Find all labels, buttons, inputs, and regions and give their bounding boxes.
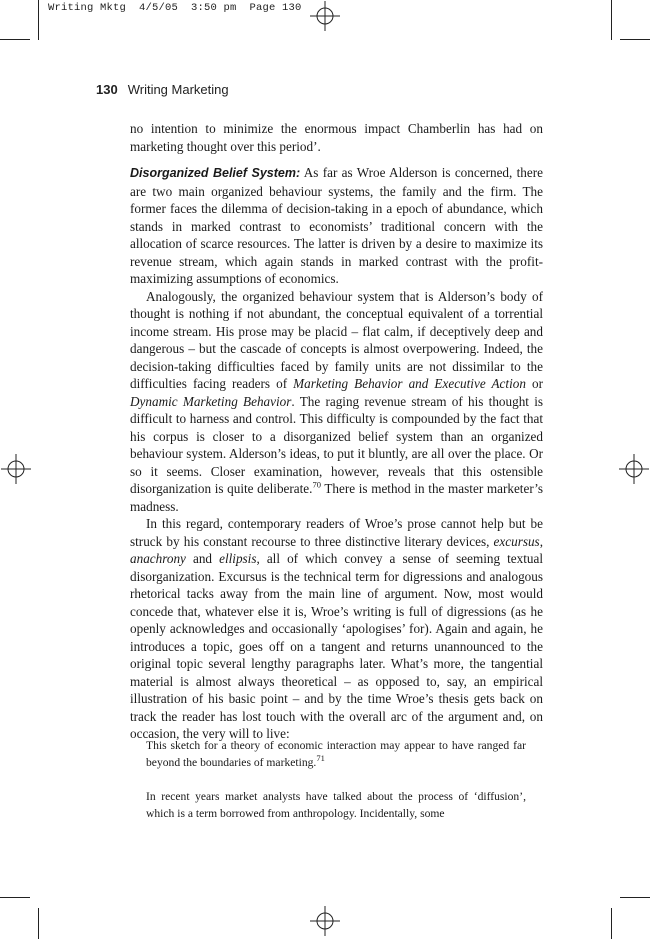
crop-mark-bottom-left-v bbox=[38, 908, 39, 939]
term-italic: excursus bbox=[493, 533, 540, 549]
paragraph-text: As far as Wroe Alderson is concerned, there are two main organized behaviour systems, the family and the firm. The former faces the dilemma of decision-taking in a epoch of abundance, which stands in marked contrast to economists’ traditional concern with the allocation of scarce resources. The latter is driven by a desire to maximize its revenue stream, which again stands in marked contrast with the profit-maximizing assumptions of economics. bbox=[130, 165, 543, 286]
paragraph-text: , all of which convey a sense of seeming textual disorganization. Excursus is the technical term for digressions and analogous rhetorical tacks away from the main line of argument. Now, most would concede that, whatever else it is, Wroe’s writing is full of digressions (as he openly acknowledges and occasionally ‘apologises’ for). Again and again, he introduces a topic, goes off on a tangent and returns unannounced to the original topic several lengthy paragraphs later. What’s more, the tangential material is almost always theoretical – as opposed to, say, an empirical illustration of his basic point – and by the time Wroe’s thesis gets back on track the reader has lost touch with the overall arc of the argument and, on occasion, the very will to live: bbox=[130, 551, 544, 741]
paragraph-disorganized-belief bbox=[130, 164, 543, 288]
quote-paragraph bbox=[146, 737, 526, 771]
section-run-in-heading: Disorganized Belief System: bbox=[130, 166, 301, 180]
paragraph-text: . The raging revenue stream of his thought is difficult to harness and control. This difficulty is compounded by the fact that his corpus is closer to a disorganized belief system than an organized behaviour system. Alderson’s ideas, to put it bluntly, are all over the place. Or so it seems. Closer examination, however, reveals that this ostensible disorganization is quite deliberate. bbox=[130, 393, 543, 496]
paragraph-literary-devices bbox=[130, 515, 543, 743]
running-head bbox=[96, 82, 229, 97]
footnote-ref: 70 bbox=[312, 479, 321, 490]
crop-mark-top-right-v bbox=[611, 0, 612, 40]
book-title-italic: Marketing Behavior and Executive Action bbox=[293, 376, 526, 391]
crop-mark-bottom-right-h bbox=[620, 897, 650, 898]
block-quote bbox=[146, 737, 526, 822]
crop-mark-top-left-h bbox=[0, 39, 30, 40]
body-text bbox=[130, 120, 543, 743]
crop-mark-bottom-left-h bbox=[0, 897, 30, 898]
footnote-ref: 71 bbox=[316, 753, 325, 764]
registration-mark-bottom-icon bbox=[310, 906, 340, 936]
quote-text: This sketch for a theory of economic interaction may appear to have ranged far beyond the boundaries of marketing. bbox=[146, 739, 526, 769]
paragraph-text: There is method in the master marketer’s madness. bbox=[130, 481, 543, 514]
paragraph-text: or bbox=[525, 376, 543, 391]
page-number: 130 bbox=[96, 82, 118, 97]
paragraph-text: Analogously, the organized behaviour system that is Alderson’s body of thought is nothing if not abundant, the conceptual equivalent of a torrential income stream. His prose may be placid – flat calm, if deceptively deep and dangerous – but the cascade of concepts is almost overpowering. Indeed, the decision-taking difficulties faced by family units are not dissimilar to the difficulties facing readers of bbox=[130, 288, 543, 391]
printer-slug: Writing Mktg 4/5/05 3:50 pm Page 130 bbox=[48, 2, 302, 14]
term-italic: anachrony bbox=[130, 551, 186, 566]
paragraph-text: , bbox=[539, 533, 543, 549]
paragraph-text: In this regard, contemporary readers of Wroe’s prose cannot help but be struck by his constant recourse to three distinctive literary devices, bbox=[130, 516, 543, 549]
registration-mark-top-icon bbox=[310, 1, 340, 31]
paragraph-continuation: no intention to minimize the enormous impact Chamberlin has had on marketing thought over this period’. bbox=[130, 121, 543, 154]
registration-mark-left-icon bbox=[1, 454, 31, 484]
book-title-italic: Dynamic Marketing Behavior bbox=[130, 393, 292, 409]
term-italic: ellipsis bbox=[219, 551, 257, 566]
crop-mark-top-left-v bbox=[38, 0, 39, 40]
paragraph-analogously bbox=[130, 288, 543, 516]
registration-mark-right-icon bbox=[619, 454, 649, 484]
book-title: Writing Marketing bbox=[127, 82, 229, 97]
crop-mark-top-right-h bbox=[620, 39, 650, 40]
quote-paragraph: In recent years market analysts have talked about the process of ‘diffusion’, which is a term borrowed from anthropology. Incidentally, some bbox=[146, 790, 526, 820]
crop-mark-bottom-right-v bbox=[611, 908, 612, 939]
paragraph-text: and bbox=[185, 551, 220, 566]
